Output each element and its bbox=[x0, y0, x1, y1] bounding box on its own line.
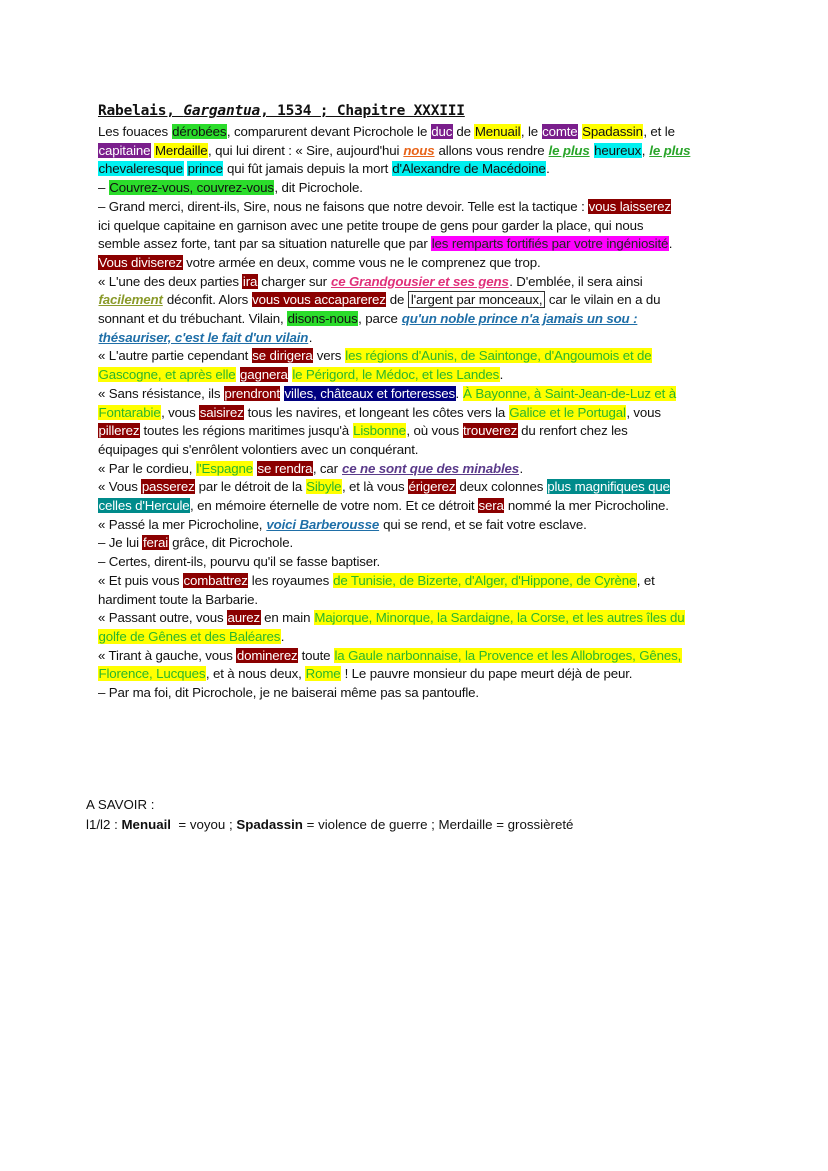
text-run: « L'une des deux parties bbox=[98, 273, 243, 289]
text-run: , bbox=[641, 142, 649, 158]
title-author: Rabelais, bbox=[98, 103, 184, 119]
highlighted-phrase: dominerez bbox=[236, 647, 298, 663]
text-line bbox=[98, 273, 738, 292]
text-line bbox=[98, 404, 738, 423]
text-run: , et le bbox=[643, 124, 675, 139]
savoir-heading: A SAVOIR : bbox=[86, 797, 155, 812]
text-line bbox=[98, 160, 738, 179]
highlighted-phrase: chevaleresque bbox=[98, 161, 184, 177]
text-run: votre armée en deux, comme vous ne le comprenez que trop. bbox=[182, 254, 541, 270]
text-run: . bbox=[308, 329, 313, 345]
text-line bbox=[98, 385, 738, 404]
text-run: – Grand merci, dirent-ils, Sire, nous ne faisons que notre devoir. Telle est la tactique : bbox=[98, 198, 589, 214]
text-run: toute bbox=[298, 647, 334, 663]
text-run: , qui lui dirent : « Sire, aujourd'hui bbox=[208, 142, 403, 158]
highlighted-phrase: passerez bbox=[141, 479, 195, 495]
highlighted-phrase: duc bbox=[431, 124, 453, 139]
text-run: « Sans résistance, ils bbox=[98, 385, 224, 401]
highlighted-phrase: la Gaule narbonnaise, la Provence et les Allobroges, Gênes, bbox=[334, 647, 682, 663]
highlighted-phrase: combattrez bbox=[183, 572, 248, 588]
text-run: nommé la mer Picrocholine. bbox=[504, 498, 669, 514]
text-run: équipages qui s'enrôlent volontiers avec un conquérant. bbox=[98, 441, 419, 457]
text-line bbox=[98, 553, 738, 572]
text-run: allons vous rendre bbox=[435, 142, 549, 158]
text-run: vers bbox=[313, 348, 345, 364]
text-line bbox=[98, 572, 738, 591]
text-run: ! Le pauvre monsieur du pape meurt déjà de peur. bbox=[341, 666, 633, 682]
text-run bbox=[236, 367, 240, 382]
highlighted-phrase: le plus bbox=[548, 142, 590, 158]
highlighted-phrase: Vous diviserez bbox=[98, 254, 183, 270]
savoir-prefix: l1/l2 : bbox=[86, 817, 122, 832]
text-run: , et là vous bbox=[341, 479, 408, 495]
highlighted-phrase: trouverez bbox=[463, 423, 518, 439]
text-run: , et à nous deux, bbox=[205, 666, 306, 682]
text-run: les royaumes bbox=[248, 572, 333, 588]
highlighted-phrase: l'Espagne bbox=[196, 460, 253, 476]
text-line bbox=[98, 142, 738, 161]
annotated-text bbox=[98, 123, 738, 703]
text-run: , car bbox=[312, 460, 342, 476]
highlighted-phrase: dérobées bbox=[172, 124, 227, 139]
savoir-definition: = voyou ; bbox=[170, 817, 237, 832]
highlighted-phrase: qu'un noble prince n'a jamais un sou : bbox=[401, 311, 638, 327]
text-line bbox=[98, 235, 738, 254]
savoir-term: Spadassin bbox=[236, 817, 303, 832]
text-run: – Je lui bbox=[98, 535, 143, 551]
text-run: , parce bbox=[358, 311, 402, 327]
text-line bbox=[98, 478, 738, 497]
text-run: « L'autre partie cependant bbox=[98, 348, 252, 364]
text-run: charger sur bbox=[257, 273, 331, 289]
text-line bbox=[98, 591, 738, 610]
highlighted-phrase: Sibyle bbox=[306, 479, 342, 495]
highlighted-phrase: sera bbox=[478, 498, 504, 514]
text-run: . bbox=[455, 385, 463, 401]
text-line bbox=[98, 310, 738, 329]
highlighted-phrase: vous laisserez bbox=[588, 198, 671, 214]
text-line bbox=[98, 198, 738, 217]
highlighted-phrase: comte bbox=[542, 124, 578, 139]
highlighted-phrase: Majorque, Minorque, la Sardaigne, la Corse, et les autres îles du bbox=[314, 610, 685, 626]
savoir-definitions bbox=[86, 815, 573, 835]
highlighted-phrase: aurez bbox=[227, 610, 261, 626]
highlighted-phrase: capitaine bbox=[98, 142, 151, 158]
highlighted-phrase: Florence, Lucques bbox=[98, 666, 206, 682]
highlighted-phrase: villes, châteaux et forteresses bbox=[284, 385, 456, 401]
text-line bbox=[98, 291, 738, 310]
text-run: hardiment toute la Barbarie. bbox=[98, 591, 258, 607]
text-run: , vous bbox=[161, 404, 200, 420]
highlighted-phrase: les remparts fortifiés par votre ingéniosité bbox=[431, 236, 669, 252]
highlighted-phrase: voici Barberousse bbox=[266, 516, 380, 532]
text-line bbox=[98, 609, 738, 628]
text-run: par le détroit de la bbox=[195, 479, 306, 495]
highlighted-phrase: Fontarabie bbox=[98, 404, 161, 420]
highlighted-phrase: le Périgord, le Médoc, et les Landes bbox=[292, 367, 500, 383]
text-run: – Certes, dirent-ils, pourvu qu'il se fasse baptiser. bbox=[98, 554, 381, 570]
text-run: qui fût jamais depuis la mort bbox=[223, 161, 392, 177]
text-run: grâce, dit Picrochole. bbox=[168, 535, 294, 551]
text-run: , comparurent devant Picrochole le bbox=[226, 124, 431, 139]
highlighted-phrase: celles d'Hercule bbox=[98, 498, 190, 514]
text-line bbox=[98, 217, 738, 236]
text-run: , en mémoire éternelle de votre nom. Et ce détroit bbox=[190, 498, 479, 514]
highlighted-phrase: prince bbox=[187, 161, 223, 177]
highlighted-phrase: heureux bbox=[594, 142, 642, 158]
text-run: . bbox=[519, 460, 524, 476]
text-run: . bbox=[668, 236, 673, 252]
text-run: « Passant outre, vous bbox=[98, 610, 228, 626]
text-run: . bbox=[280, 628, 285, 644]
highlighted-phrase: pillerez bbox=[98, 423, 140, 439]
text-line bbox=[98, 516, 738, 535]
text-line bbox=[98, 366, 738, 385]
highlighted-phrase: ce ne sont que des minables bbox=[342, 460, 519, 476]
text-run: ici quelque capitaine en garnison avec une petite troupe de gens pour garder la place, qui nous bbox=[98, 217, 644, 233]
text-line bbox=[98, 534, 738, 553]
highlighted-phrase: Rome bbox=[305, 666, 341, 682]
savoir-term: Menuail bbox=[121, 817, 171, 832]
highlighted-phrase: vous vous accaparerez bbox=[252, 292, 386, 308]
highlighted-phrase: ferai bbox=[142, 535, 169, 551]
text-run: « Et puis vous bbox=[98, 572, 183, 588]
text-line bbox=[98, 647, 738, 666]
highlighted-phrase: nous bbox=[403, 142, 435, 158]
text-line bbox=[98, 497, 738, 516]
highlighted-phrase: facilement bbox=[98, 292, 163, 308]
text-run: « Passé la mer Picrocholine, bbox=[98, 516, 266, 532]
text-run: en main bbox=[260, 610, 314, 626]
text-line bbox=[98, 347, 738, 366]
text-line bbox=[98, 329, 738, 348]
text-run: de bbox=[386, 292, 408, 308]
text-run: « Vous bbox=[98, 479, 142, 495]
text-run: deux colonnes bbox=[455, 479, 547, 495]
text-run: – bbox=[98, 180, 109, 196]
highlighted-phrase: Menuail bbox=[474, 124, 521, 139]
highlighted-phrase: Spadassin bbox=[582, 124, 643, 139]
highlighted-phrase: À Bayonne, à Saint-Jean-de-Luz et à bbox=[463, 385, 676, 401]
text-run: sonnant et du trébuchant. Vilain, bbox=[98, 311, 288, 327]
highlighted-phrase: saisirez bbox=[199, 404, 244, 420]
text-run: tous les navires, et longeant les côtes vers la bbox=[244, 404, 509, 420]
highlighted-phrase: d'Alexandre de Macédoine bbox=[392, 161, 546, 177]
highlighted-phrase: disons-nous bbox=[287, 311, 358, 327]
savoir-section bbox=[86, 795, 573, 835]
highlighted-phrase: le plus bbox=[649, 142, 691, 158]
document-title bbox=[98, 101, 738, 121]
savoir-definition: = violence de guerre ; Merdaille = grossièreté bbox=[302, 817, 574, 832]
highlighted-phrase: se rendra bbox=[257, 460, 313, 476]
text-run: « Tirant à gauche, vous bbox=[98, 647, 237, 663]
text-run: du renfort chez les bbox=[517, 423, 628, 439]
text-run: de bbox=[452, 124, 475, 139]
highlighted-phrase: Couvrez-vous, couvrez-vous bbox=[109, 180, 274, 196]
highlighted-phrase: Galice et le Portugal bbox=[509, 404, 626, 420]
highlighted-phrase: golfe de Gênes et des Baléares bbox=[98, 628, 281, 644]
text-line bbox=[98, 460, 738, 479]
highlighted-phrase: érigerez bbox=[408, 479, 456, 495]
highlighted-phrase: plus magnifiques que bbox=[547, 479, 670, 495]
highlighted-phrase: l'argent par monceaux, bbox=[408, 291, 546, 308]
text-line bbox=[98, 179, 738, 198]
text-line bbox=[98, 628, 738, 647]
text-run: . bbox=[546, 161, 550, 177]
text-line bbox=[98, 123, 738, 142]
text-run: car le vilain en a du bbox=[545, 292, 661, 308]
highlighted-phrase: de Tunisie, de Bizerte, d'Alger, d'Hippone, de Cyrène bbox=[333, 572, 637, 588]
text-line bbox=[98, 422, 738, 441]
text-run: , vous bbox=[626, 404, 661, 420]
text-run: semble assez forte, tant par sa situation naturelle que par bbox=[98, 236, 432, 252]
highlighted-phrase: thésauriser, c'est le fait d'un vilain bbox=[98, 329, 309, 345]
text-line bbox=[98, 441, 738, 460]
text-run: Les fouaces bbox=[98, 124, 172, 139]
text-run: , où vous bbox=[406, 423, 463, 439]
text-run: déconfit. Alors bbox=[163, 292, 252, 308]
title-work: Gargantua bbox=[183, 103, 261, 119]
highlighted-phrase: les régions d'Aunis, de Saintonge, d'Angoumois et de bbox=[345, 348, 652, 364]
highlighted-phrase: gagnera bbox=[240, 367, 288, 383]
highlighted-phrase: Lisbonne bbox=[353, 423, 406, 439]
text-run: qui se rend, et se fait votre esclave. bbox=[379, 516, 587, 532]
document-body bbox=[98, 101, 738, 703]
text-run: . bbox=[499, 367, 504, 383]
text-run: « Par le cordieu, bbox=[98, 460, 196, 476]
highlighted-phrase: Gascogne, et après elle bbox=[98, 367, 236, 383]
highlighted-phrase: prendront bbox=[224, 385, 280, 401]
text-run: , et bbox=[636, 572, 655, 588]
text-run: , dit Picrochole. bbox=[274, 180, 363, 196]
text-run: , le bbox=[520, 124, 542, 139]
title-rest: , 1534 ; Chapitre XXXIII bbox=[260, 103, 465, 119]
text-run: toutes les régions maritimes jusqu'à bbox=[139, 423, 353, 439]
highlighted-phrase: ira bbox=[242, 273, 258, 289]
text-run: . D'emblée, il sera ainsi bbox=[509, 273, 643, 289]
text-line bbox=[98, 665, 738, 684]
text-run: – Par ma foi, dit Picrochole, je ne baiserai même pas sa pantoufle. bbox=[98, 685, 479, 701]
highlighted-phrase: Merdaille bbox=[154, 142, 208, 158]
text-line bbox=[98, 254, 738, 273]
text-line bbox=[98, 684, 738, 703]
highlighted-phrase: ce Grandgousier et ses gens bbox=[330, 273, 509, 289]
highlighted-phrase: se dirigera bbox=[252, 348, 313, 364]
